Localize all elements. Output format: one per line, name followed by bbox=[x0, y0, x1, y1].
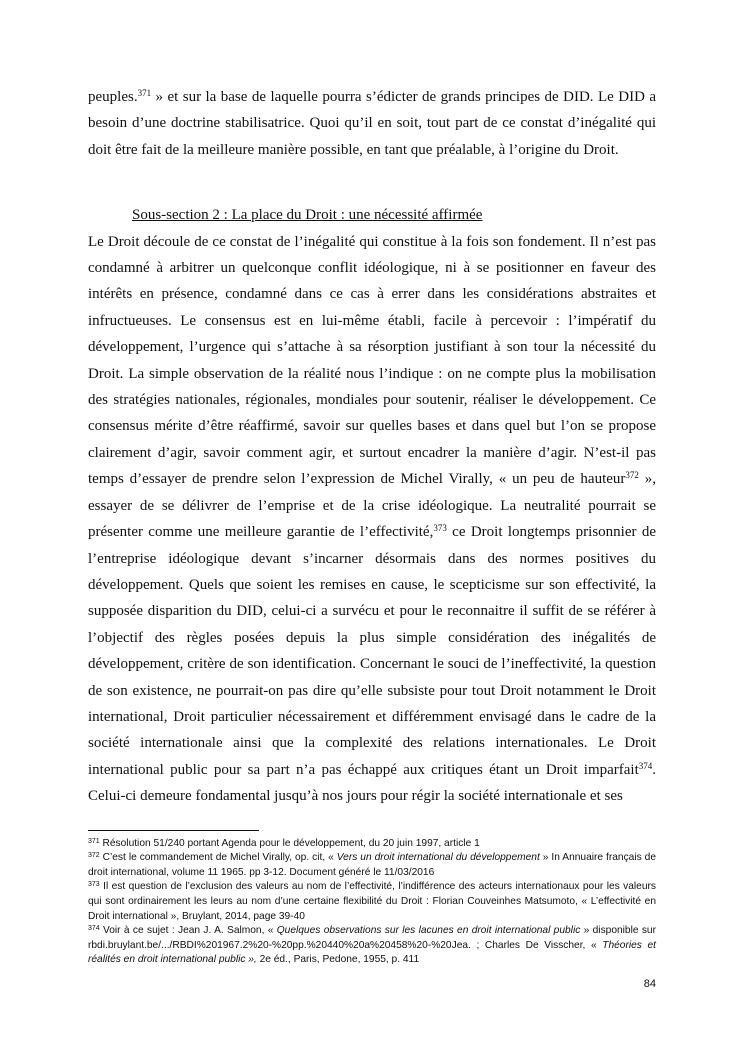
main-paragraph-text-4: . Celui-ci demeure fondamental jusqu’à nos jours pour régir la société internationale et ses bbox=[88, 761, 656, 805]
top-paragraph-text-1: peuples. bbox=[88, 89, 138, 105]
main-paragraph-text-2: », essayer de se délivrer de l’emprise et de la crise idéologique. La neutralité pourrait se présenter comme une meilleure garantie de l’effectivité, bbox=[88, 471, 656, 541]
main-paragraph bbox=[88, 229, 656, 810]
footnote-371 bbox=[88, 837, 656, 852]
top-paragraph bbox=[88, 84, 656, 163]
footnote-text: Voir à ce sujet : Jean J. A. Salmon, « bbox=[99, 925, 277, 937]
page-body bbox=[88, 84, 656, 968]
top-paragraph-text-2: » et sur la base de laquelle pourra s’édicter de grands principes de DID. Le DID a besoin d’une doctrine stabilisatrice. Quoi qu’il en soit, tout part de ce constat d’inégalité qui doit être fait de la meilleure manière possible, en tant que préalable, à l’origine du Droit. bbox=[88, 89, 656, 158]
footnote-ref-372[interactable]: 372 bbox=[625, 470, 639, 481]
footnote-ref-373[interactable]: 373 bbox=[433, 523, 447, 534]
footnote-number: 371 bbox=[88, 837, 100, 845]
footnotes bbox=[88, 837, 656, 968]
footnote-text: Résolution 51/240 portant Agenda pour le développement, du 20 juin 1997, article 1 bbox=[99, 837, 480, 849]
footnote-ref-374[interactable]: 374 bbox=[638, 760, 653, 771]
section-heading: Sous-section 2 : La place du Droit : une nécessité affirmée bbox=[132, 207, 483, 224]
footnote-text: 2e éd., Paris, Pedone, 1955, p. 411 bbox=[256, 954, 420, 966]
page-number: 84 bbox=[643, 978, 656, 990]
footnote-italic-title: Quelques observations sur les lacunes en droit international public bbox=[276, 925, 581, 937]
footnote-372 bbox=[88, 851, 656, 880]
footnote-text: Il est question de l’exclusion des valeurs au nom de l’effectivité, l’indifférence des acteurs internationaux pour les valeurs qui sont ordinairement les leurs au nom d’une certaine flexibilité du Droit : Florian Couveinhes Matsumoto, « L’effectivité en Droit international », Bruylant, 2014, page 39-40 bbox=[88, 881, 656, 922]
footnote-number: 373 bbox=[88, 881, 100, 889]
footnote-number: 374 bbox=[88, 925, 100, 933]
main-paragraph-text-3: ce Droit longtemps prisonnier de l’entreprise idéologique devant s’incarner désormais dans des normes positives du développement. Quels que soient les remises en cause, le scepticisme sur son effectivité, la supposée disparition du DID, celui-ci a survécu et pour le reconnaitre il suffit de se référer à l’objectif des règles posées depuis la plus simple considération des inégalités de développement, critère de son identification. Concernant le souci de l’ineffectivité, la question de son existence, ne pourrait-on pas dire qu’elle subsiste pour tout Droit notamment le Droit international, Droit particulier nécessairement et différemment envisagé dans le cadre de la société internationale ainsi que la complexité des relations internationales. Le Droit international public pour sa part n’a pas échappé aux critiques étant un Droit imparfait bbox=[88, 524, 656, 778]
footnote-number: 372 bbox=[88, 852, 100, 860]
footnote-text: » disponible sur rbdi.bruylant.be/.../RBDI%201967.2%20-%20pp.%20440%20a%20458%20-%20Jea. ; Charles De Visscher, « bbox=[88, 925, 656, 951]
footnote-italic-title: Théories et réalités en droit international public », bbox=[88, 939, 656, 966]
footnote-italic-title: Vers un droit international du développement bbox=[336, 852, 540, 864]
footnote-text: » In Annuaire français de droit international, volume 11 1965. pp 3-12. Document généré le 11/03/2016 bbox=[88, 852, 656, 878]
footnote-ref-371[interactable]: 371 bbox=[137, 88, 152, 98]
section-spacer bbox=[88, 163, 656, 202]
main-paragraph-text-1: Le Droit découle de ce constat de l’inégalité qui constitue à la fois son fondement. Il n’est pas condamné à arbitrer un quelconque conflit idéologique, ni à se positionner en faveur des intérêts en présence, condamné dans ce cas à errer dans les considérations abstraites et infructueuses. Le consensus est en lui-même établi, facile à percevoir : l’impératif du développement, l’urgence qui s’attache à sa résorption justifiant à son tour la nécessité du Droit. La simple observation de la réalité nous l’indique : on ne compte plus la mobilisation des stratégies nationales, régionales, mondiales pour soutenir, réaliser le développement. Ce consensus mérite d’être réaffirmé, savoir sur quelles bases et dans quel but l’on se propose clairement d’agir, savoir comment agir, et surtout encadrer la manière d’agir. N’est-il pas temps d’essayer de prendre selon l’expression de Michel Virally, « un peu de hauteur bbox=[88, 233, 656, 488]
footnote-separator bbox=[88, 830, 259, 831]
footnote-text: C’est le commandement de Michel Virally, op. cit, « bbox=[99, 852, 337, 864]
footnote-373 bbox=[88, 880, 656, 924]
footnote-374 bbox=[88, 924, 656, 968]
